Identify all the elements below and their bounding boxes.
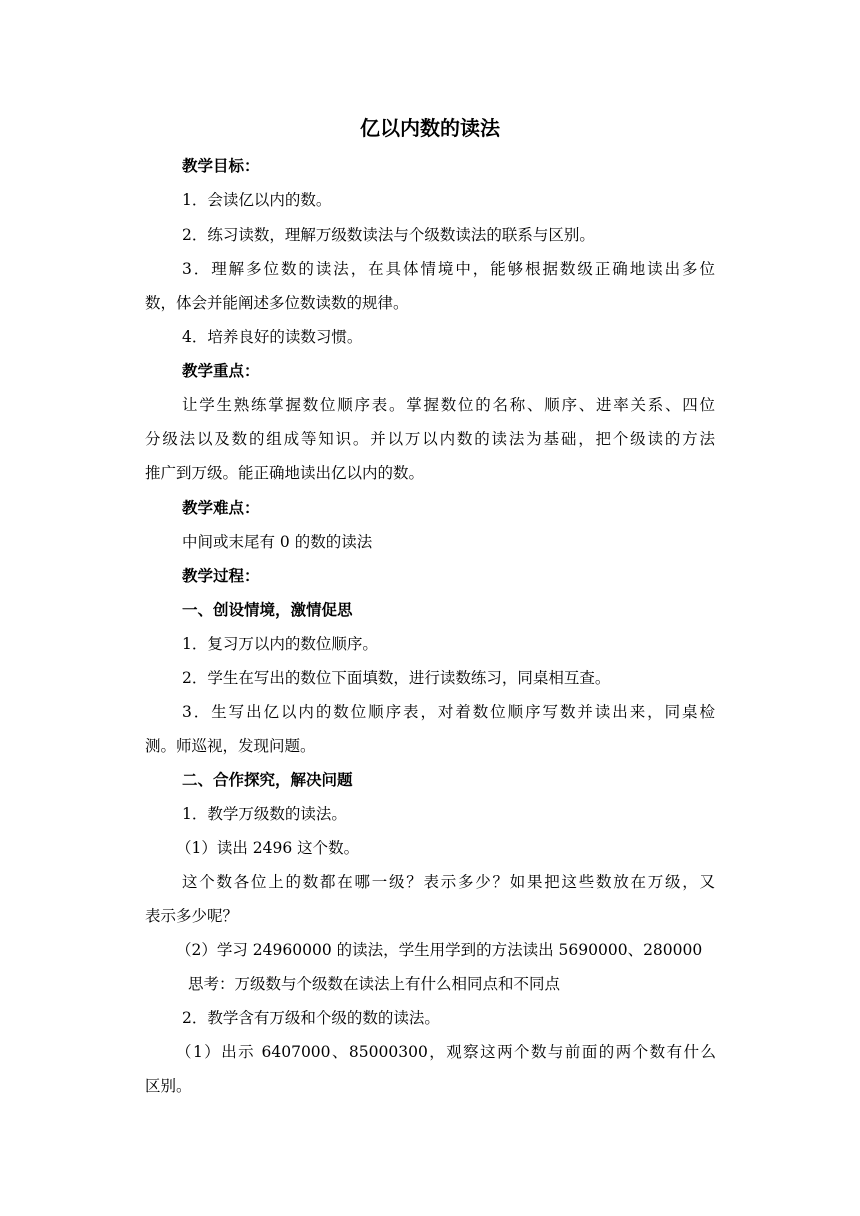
- goal-item: 1．会读亿以内的数。: [182, 191, 332, 209]
- difficulty-heading: 教学难点：: [182, 499, 260, 517]
- key-text: 分级法以及数的组成等知识。并以万以内数的读法为基础，把个级读的方法: [145, 430, 715, 448]
- key-text: 让学生熟练掌握数位顺序表。掌握数位的名称、顺序、进率关系、四位: [182, 396, 715, 414]
- goal-item: 4．培养良好的读数习惯。: [182, 328, 363, 346]
- part1-item-continued: 测。师巡视，发现问题。: [145, 737, 316, 755]
- page-title: 亿以内数的读法: [360, 116, 500, 140]
- part2-item: 思考：万级数与个级数在读法上有什么相同点和不同点: [188, 975, 561, 993]
- part1-item: 3．生写出亿以内的数位顺序表，对着数位顺序写数并读出来，同桌检: [182, 703, 715, 721]
- part2-item: 2．教学含有万级和个级的数的读法。: [182, 1009, 440, 1027]
- part2-item: （2）学习 24960000 的读法，学生用学到的方法读出 5690000、280000: [176, 941, 703, 959]
- key-heading: 教学重点：: [182, 362, 260, 380]
- part2-item: （1）出示 6407000、85000300，观察这两个数与前面的两个数有什么: [176, 1043, 716, 1061]
- key-text: 推广到万级。能正确地读出亿以内的数。: [145, 464, 425, 482]
- part2-item-continued: 区别。: [145, 1077, 192, 1095]
- part2-heading: 二、合作探究，解决问题: [182, 771, 353, 789]
- goal-item-continued: 数，体会并能阐述多位数读数的规律。: [145, 294, 409, 312]
- process-heading: 教学过程：: [182, 567, 260, 585]
- goals-heading: 教学目标：: [182, 157, 260, 175]
- part1-heading: 一、创设情境，激情促思: [182, 601, 353, 619]
- goal-item: 2．练习读数，理解万级数读法与个级数读法的联系与区别。: [182, 226, 595, 244]
- part2-item: 1．教学万级数的读法。: [182, 805, 347, 823]
- part2-item: 这个数各位上的数都在哪一级？表示多少？如果把这些数放在万级，又: [182, 873, 715, 891]
- goal-item: 3．理解多位数的读法，在具体情境中，能够根据数级正确地读出多位: [182, 260, 715, 278]
- part1-item: 2．学生在写出的数位下面填数，进行读数练习，同桌相互查。: [182, 669, 611, 687]
- difficulty-text: 中间或末尾有 0 的数的读法: [182, 533, 373, 551]
- part1-item: 1．复习万以内的数位顺序。: [182, 635, 378, 653]
- part2-item-continued: 表示多少呢？: [145, 907, 239, 925]
- part2-item: （1）读出 2496 这个数。: [176, 839, 360, 857]
